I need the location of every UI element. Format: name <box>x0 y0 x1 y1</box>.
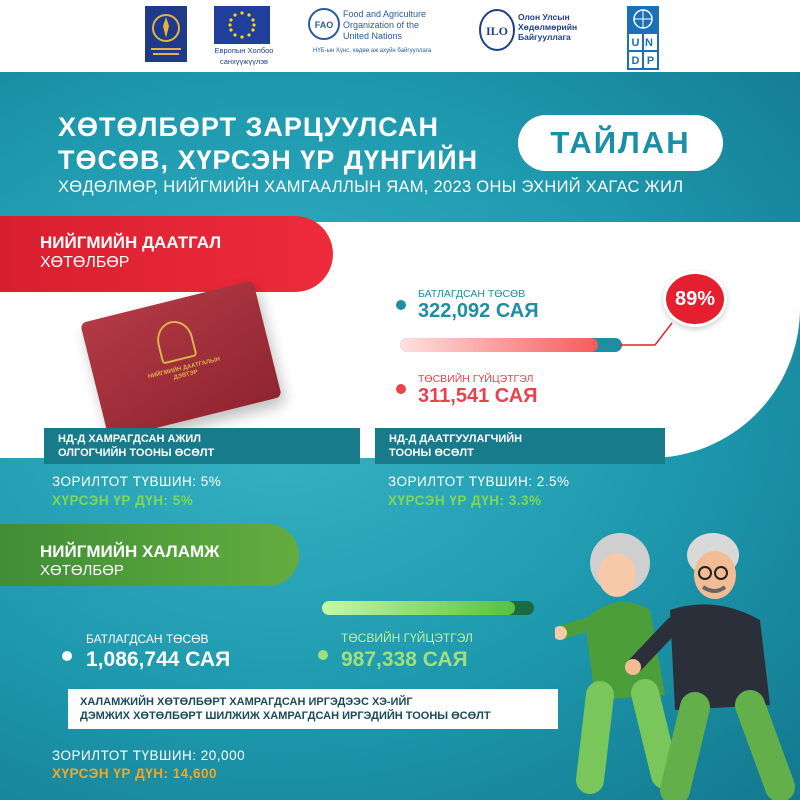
ilo-line-2: Хөдөлмөрийн <box>518 22 578 32</box>
welfare-indicator-line-1: ХАЛАМЖИЙН ХӨТӨЛБӨРТ ХАМРАГДСАН ИРГЭДЭЭС ХЭ-ИЙГ <box>80 696 413 708</box>
subtitle: ХӨДӨЛМӨР, НИЙГМИЙН ХАМГААЛЛЫН ЯАМ, 2023 ОНЫ ЭХНИЙ ХАГАС ЖИЛ <box>58 178 684 196</box>
welfare-execution-label: ТӨСВИЙН ГҮЙЦЭТГЭЛ <box>341 631 473 645</box>
insurance-approved-label: БАТЛАГДСАН ТӨСӨВ <box>418 288 526 300</box>
undp-letter-u: U <box>631 37 640 49</box>
welfare-target: ЗОРИЛТОТ ТҮВШИН: 20,000 <box>52 748 246 763</box>
indicator-2-achieved: ХҮРСЭН ҮР ДҮН: 3.3% <box>388 493 542 508</box>
svg-text:FAO: FAO <box>314 20 334 30</box>
welfare-approved-value: 1,086,744 САЯ <box>86 648 231 671</box>
soyombo-emblem-icon <box>153 317 198 365</box>
eu-logo <box>214 6 274 64</box>
execution-dot-icon <box>396 384 406 394</box>
welfare-indicator <box>68 689 558 729</box>
indicator-1-line-1: НД-Д ХАМРАГДСАН АЖИЛ <box>58 433 202 445</box>
insurance-title: НИЙГМИЙН ДААТГАЛ <box>40 233 222 252</box>
svg-text:UN DP: U N D P <box>631 37 655 67</box>
fao-line-2: Organization of the <box>343 20 420 30</box>
svg-text:ILO: ILO <box>485 24 509 38</box>
ilo-line-3: Байгууллага <box>518 32 571 42</box>
indicator-2-line-1: НД-Д ДААТГУУЛАГЧИЙН <box>389 433 523 445</box>
passport-title: НИЙГМИЙН ДААТГАЛЫН ДЭВТЭР <box>147 356 221 382</box>
welfare-approved-dot-icon <box>62 651 72 661</box>
title-line-2: ТӨСӨВ, ХҮРСЭН ҮР ДҮНГИЙН <box>58 145 479 175</box>
fao-line-3: United Nations <box>343 31 403 41</box>
report-badge: ТАЙЛАН <box>518 115 723 171</box>
insurance-progress-bar <box>400 338 622 352</box>
approved-dot-icon <box>396 300 406 310</box>
ilo-logo <box>478 6 588 62</box>
indicator-1-line-2: ОЛГОГЧИЙН ТООНЫ ӨСӨЛТ <box>58 447 215 459</box>
welfare-execution-dot-icon <box>318 650 328 660</box>
ilo-emblem-icon <box>478 8 516 52</box>
welfare-achieved: ХҮРСЭН ҮР ДҮН: 14,600 <box>52 766 218 781</box>
welfare-indicator-line-2: ДЭМЖИХ ХӨТӨЛБӨРТ ШИЛЖИЖ ХАМРАГДСАН ИРГЭДИЙН ТООНЫ ӨСӨЛТ <box>80 710 491 722</box>
fao-mn-caption: НҮБ-ын Хүнс, хөдөө аж ахуйн байгууллага <box>313 48 432 54</box>
fao-logo <box>305 6 465 62</box>
welfare-approved-label: БАТЛАГДСАН ТӨСӨВ <box>86 632 209 646</box>
indicator-2-target: ЗОРИЛТОТ ТҮВШИН: 2.5% <box>388 474 570 489</box>
indicator-2-line-2: ТООНЫ ӨСӨЛТ <box>389 447 474 459</box>
insurance-approved-value: 322,092 САЯ <box>418 300 539 322</box>
eu-caption-1: Европын Холбоо <box>214 46 274 55</box>
insurance-subtitle: ХӨТӨЛБӨР <box>40 254 130 271</box>
welfare-progress-fill <box>322 601 515 615</box>
indicator-1-target: ЗОРИЛТОТ ТҮВШИН: 5% <box>52 474 222 489</box>
elderly-couple-walking-icon <box>555 515 800 800</box>
eu-caption-2: санхүүжүүлэв <box>219 57 269 66</box>
logo-strip <box>0 0 800 72</box>
title-line-1: ХӨТӨЛБӨРТ ЗАРЦУУЛСАН <box>58 112 439 142</box>
welfare-execution-value: 987,338 САЯ <box>341 648 468 671</box>
ilo-line-1: Олон Улсын <box>518 12 570 22</box>
eu-flag-icon <box>214 6 270 44</box>
indicator-1-achieved: ХҮРСЭН ҮР ДҮН: 5% <box>52 493 194 508</box>
percent-connector <box>620 320 680 350</box>
fao-line-1: Food and Agriculture <box>343 9 427 19</box>
mongolia-emblem-icon <box>145 6 187 62</box>
insurance-execution-value: 311,541 САЯ <box>418 385 538 407</box>
welfare-subtitle: ХӨТӨЛБӨР <box>40 562 124 579</box>
insurance-execution-label: ТӨСВИЙН ГҮЙЦЭТГЭЛ <box>418 373 534 385</box>
insurance-indicator-1 <box>44 428 360 464</box>
insurance-percent-badge: 89% <box>663 271 727 327</box>
undp-logo <box>627 6 659 70</box>
welfare-title: НИЙГМИЙН ХАЛАМЖ <box>40 542 220 561</box>
fao-emblem-icon <box>307 6 341 46</box>
insurance-indicator-2 <box>375 428 665 464</box>
welfare-progress-bar <box>322 601 534 615</box>
insurance-progress-fill <box>400 338 598 352</box>
